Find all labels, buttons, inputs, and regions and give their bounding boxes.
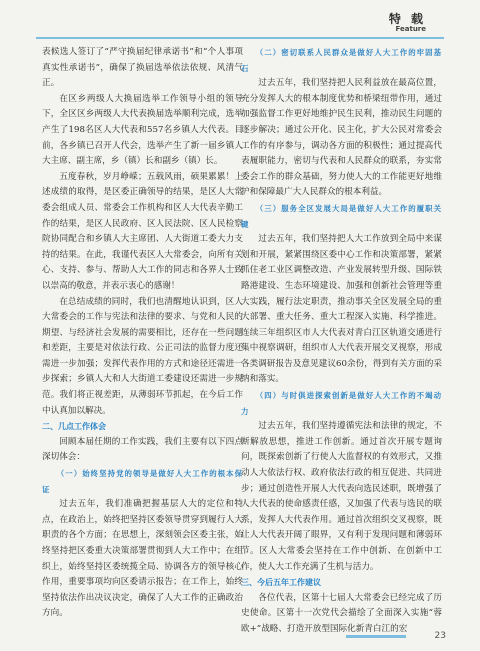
body-paragraph: 过去五年，我们坚持把人民利益放在最高位置，充分发挥人大的根本制度优势和桥梁纽带作用，通过加强监督工作更好地维护民生民利，推动民生问题的逐步解决；通过公开化、民主化，扩大公民对常委会工作的有序参与，调动各方面的积极性；通过提高代表履职能力，密切与代表和人民群众的联系，夯实常委会工作的群众基础，努力使人大的工作能更好地维护和保障最广大人民群众的根本利益。 xyxy=(241,78,442,198)
header-rule xyxy=(36,37,444,39)
body-paragraph: 过去五年，我们坚持遵循宪法和法律的规定，不断解放思想，推进工作创新。通过首次开展专题询问，既探索创新了行使人大监督权的有效形式，又推动人大依法行权、政府依法行政的相互促进、共同进步；通过创造性开展人大代表向选民述职，既增强了人大代表的使命感责任感，又加强了代表与选民的联系，发挥人大代表作用。通过首次组织交叉视察，既让人大代表开阔了眼界，又有利于发现问题和薄弱环节。区人大常委会坚持在工作中创新、在创新中工作，使人大工作充满了生机与活力。 xyxy=(241,421,442,572)
page-number: 23 xyxy=(434,631,446,641)
left-column xyxy=(42,45,243,622)
body-paragraph: 在总结成绩的同时，我们也清醒地认识到，区人大常委会的工作与宪法和法律的要求、与党和人民的期望、与经济社会发展的需要相比，还存在一些问题和差距，主要是对依法行政、公正司法的监督力度还需进一步加强；发挥代表作用的方式和途径还需进一步探索；乡镇人大和人大街道工委建设还需进一步规范。我们将正视差距，从薄弱环节抓起，在今后工作中认真加以解决。 xyxy=(42,296,243,416)
right-column xyxy=(241,45,442,638)
body-paragraph: 各位代表，区第十七届人大常委会已经完成了历史使命。区第十一次党代会描绘了全面深入实施“蓉欧+”战略、打造开放型国际化新青白江的宏 xyxy=(241,592,442,634)
body-paragraph: 过去五年，我们准确把握基层人大的定位和特点，在政治上，始终把坚持区委领导贯穿到履行人大职责的各个方面；在思想上，深刻领会区委主张，始终坚持把区委重大决策部署贯彻到人大工作中；在组织上，始终坚持区委统揽全局、协调各方的领导核心作用，重要事项均向区委请示报告；在工作上，始终坚持依法作出决议决定，确保了人大工作的正确政治方向。 xyxy=(42,499,243,619)
body-paragraph: 回顾本届任期的工作实践，我们主要有以下四点深切体会： xyxy=(42,436,243,463)
body-paragraph: 在区乡两级人大换届选举工作领导小组的领导下，全区区乡两级人大代表换届选举顺利完成，选举产生了198名区人大代表和557名乡镇人大代表。目前，各乡镇已召开人代会，选举产生了新一届乡镇人大主席、副主席，乡（镇）长和副乡（镇）长。 xyxy=(42,93,243,167)
section-heading: 二、几点工作体会 xyxy=(42,422,106,432)
body-paragraph: 表候选人签订了“严守换届纪律承诺书”和“个人事项真实性承诺书”，确保了换届选举依法依规、风清气正。 xyxy=(42,47,243,89)
body-paragraph: 五度春秋，岁月峥嵘；五载风雨，硕果累累！上述成绩的取得，是区委正确领导的结果，是区人大常委会组成人员、常委会工作机构和区人大代表辛勤工作的结果，是区人民政府、区人民法院、区人民检察院协同配合和乡镇人大主席团、人大街道工委大力支持的结果。在此，我谨代表区人大常委会，向所有关心、支持、参与、帮助人大工作的同志和各界人士致以崇高的敬意，并表示衷心的感谢！ xyxy=(42,171,243,291)
subsection-heading: （一）始终坚持党的领导是做好人大工作的根本保证 xyxy=(42,469,243,494)
header-title: 特 载 xyxy=(388,12,426,26)
body-paragraph: 过去五年，我们坚持把人大工作放到全局中来谋划和开展，紧紧围绕区委中心工作和决策部署，紧紧抓住老工业区调整改造、产业发展转型升级、国际铁路港建设、生态环境建设、加强和创新社会管理等重大实践，履行法定职责，推动事关全区发展全局的重大部署、重大任务、重大工程深入实施、科学推进。连续三年组织区市人大代表对青白江区轨道交通进行集中视察调研，组织市人大代表开展交叉视察，形成各类调研报告及意见建议60余份，得到有关方面的采纳和落实。 xyxy=(241,234,442,385)
page-number-bar xyxy=(346,635,406,638)
section-heading: 三、今后五年工作建议 xyxy=(241,578,321,588)
header-subtitle: Feature xyxy=(395,25,426,33)
subsection-heading: （二）密切联系人民群众是做好人大工作的牢固基石 xyxy=(241,48,442,73)
subsection-heading: （四）与时俱进探索创新是做好人大工作的不竭动力 xyxy=(241,391,442,416)
subsection-heading: （三）服务全区发展大局是做好人大工作的履职关键 xyxy=(241,203,442,229)
page-header xyxy=(0,0,480,40)
